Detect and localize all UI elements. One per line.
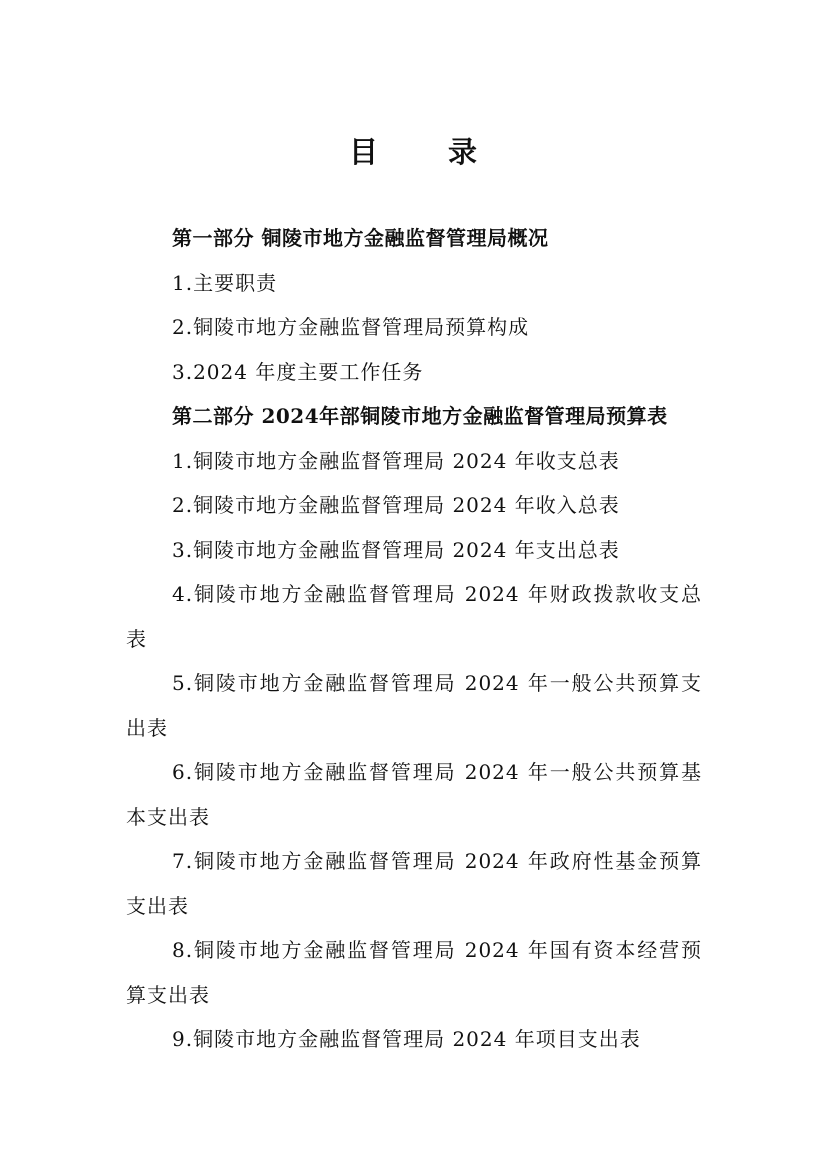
page-title: 目 录 — [348, 135, 508, 169]
toc-section-2: 第二部分 2024年部铜陵市地方金融监督管理局预算表 — [172, 404, 668, 428]
toc-item-2-2: 2.铜陵市地方金融监督管理局 2024 年收入总表 — [172, 493, 620, 517]
toc-item-2-3: 3.铜陵市地方金融监督管理局 2024 年支出总表 — [172, 537, 620, 562]
toc-item-1-3: 3.2024 年度主要工作任务 — [172, 359, 424, 384]
table-of-contents — [126, 216, 702, 1062]
toc-item-2-4: 4.铜陵市地方金融监督管理局 2024 年财政拨款收支总表 — [126, 582, 702, 651]
toc-item-1-2: 2.铜陵市地方金融监督管理局预算构成 — [172, 315, 530, 339]
toc-section-1: 第一部分 铜陵市地方金融监督管理局概况 — [172, 226, 549, 250]
toc-item-2-1: 1.铜陵市地方金融监督管理局 2024 年收支总表 — [172, 448, 620, 473]
toc-item-2-6: 6.铜陵市地方金融监督管理局 2024 年一般公共预算基本支出表 — [126, 760, 702, 829]
toc-item-1-1: 1.主要职责 — [172, 270, 278, 295]
toc-item-2-9: 9.铜陵市地方金融监督管理局 2024 年项目支出表 — [172, 1027, 641, 1051]
toc-item-2-8: 8.铜陵市地方金融监督管理局 2024 年国有资本经营预算支出表 — [126, 938, 702, 1007]
toc-item-2-5: 5.铜陵市地方金融监督管理局 2024 年一般公共预算支出表 — [126, 671, 702, 740]
toc-item-2-7: 7.铜陵市地方金融监督管理局 2024 年政府性基金预算支出表 — [126, 849, 702, 918]
